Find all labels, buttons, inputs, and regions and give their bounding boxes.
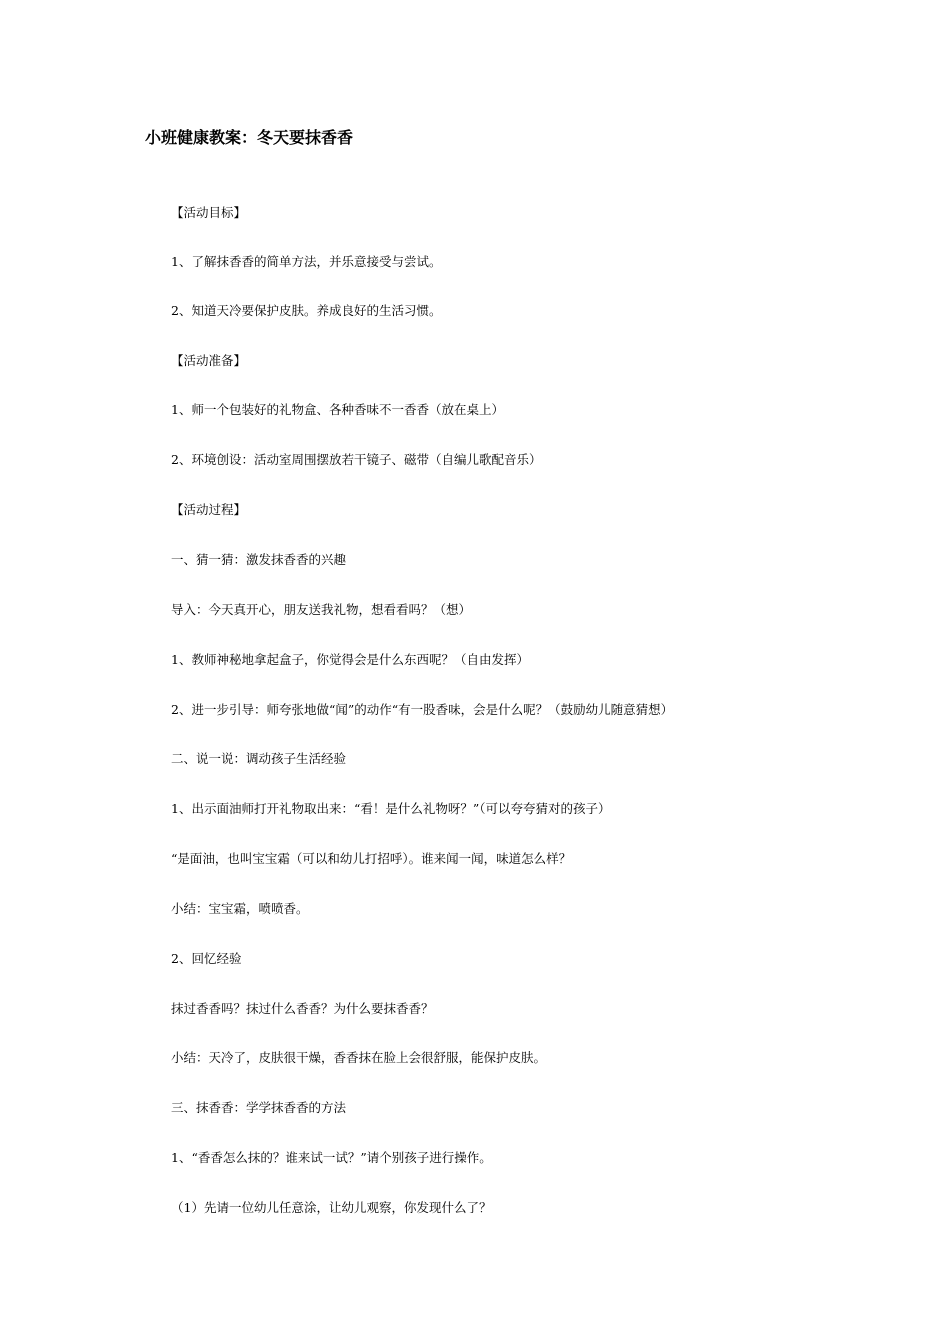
section-heading-goals: 【活动目标】: [171, 205, 247, 220]
paragraph: 1、出示面油师打开礼物取出来：“看！是什么礼物呀？”（可以夸夸猜对的孩子）: [171, 801, 611, 816]
paragraph: 导入：今天真开心，朋友送我礼物，想看看吗？（想）: [171, 602, 472, 617]
paragraph: 1、了解抹香香的简单方法，并乐意接受与尝试。: [171, 254, 442, 269]
section-heading-preparation: 【活动准备】: [171, 353, 247, 368]
paragraph: 抹过香香吗？抹过什么香香？为什么要抹香香？: [171, 1001, 434, 1016]
document-title: 小班健康教案：冬天要抹香香: [145, 128, 354, 147]
paragraph: 1、教师神秘地拿起盒子，你觉得会是什么东西呢？（自由发挥）: [171, 652, 529, 667]
paragraph: （1）先请一位幼儿任意涂，让幼儿观察，你发现什么了？: [171, 1200, 492, 1215]
subheading: 一、猜一猜：激发抹香香的兴趣: [171, 552, 347, 567]
subheading: 三、抹香香：学学抹香香的方法: [171, 1100, 347, 1115]
paragraph: 2、回忆经验: [171, 951, 242, 966]
paragraph: “是面油，也叫宝宝霜（可以和幼儿打招呼）。谁来闻一闻，味道怎么样？: [171, 851, 572, 866]
paragraph: 2、环境创设：活动室周围摆放若干镜子、磁带（自编儿歌配音乐）: [171, 452, 542, 467]
paragraph: 2、进一步引导：师夸张地做“闻”的动作“有一股香味，会是什么呢？（鼓励幼儿随意猜想）: [171, 702, 674, 717]
paragraph: 1、“香香怎么抹的？谁来试一试？”请个别孩子进行操作。: [171, 1150, 492, 1165]
paragraph: 1、师一个包装好的礼物盒、各种香味不一香香（放在桌上）: [171, 402, 504, 417]
paragraph: 小结：天冷了，皮肤很干燥，香香抹在脸上会很舒服，能保护皮肤。: [171, 1050, 547, 1065]
paragraph: 2、知道天冷要保护皮肤。养成良好的生活习惯。: [171, 303, 442, 318]
paragraph: 小结：宝宝霜，喷喷香。: [171, 901, 309, 916]
subheading: 二、说一说：调动孩子生活经验: [171, 751, 347, 766]
section-heading-process: 【活动过程】: [171, 502, 247, 517]
